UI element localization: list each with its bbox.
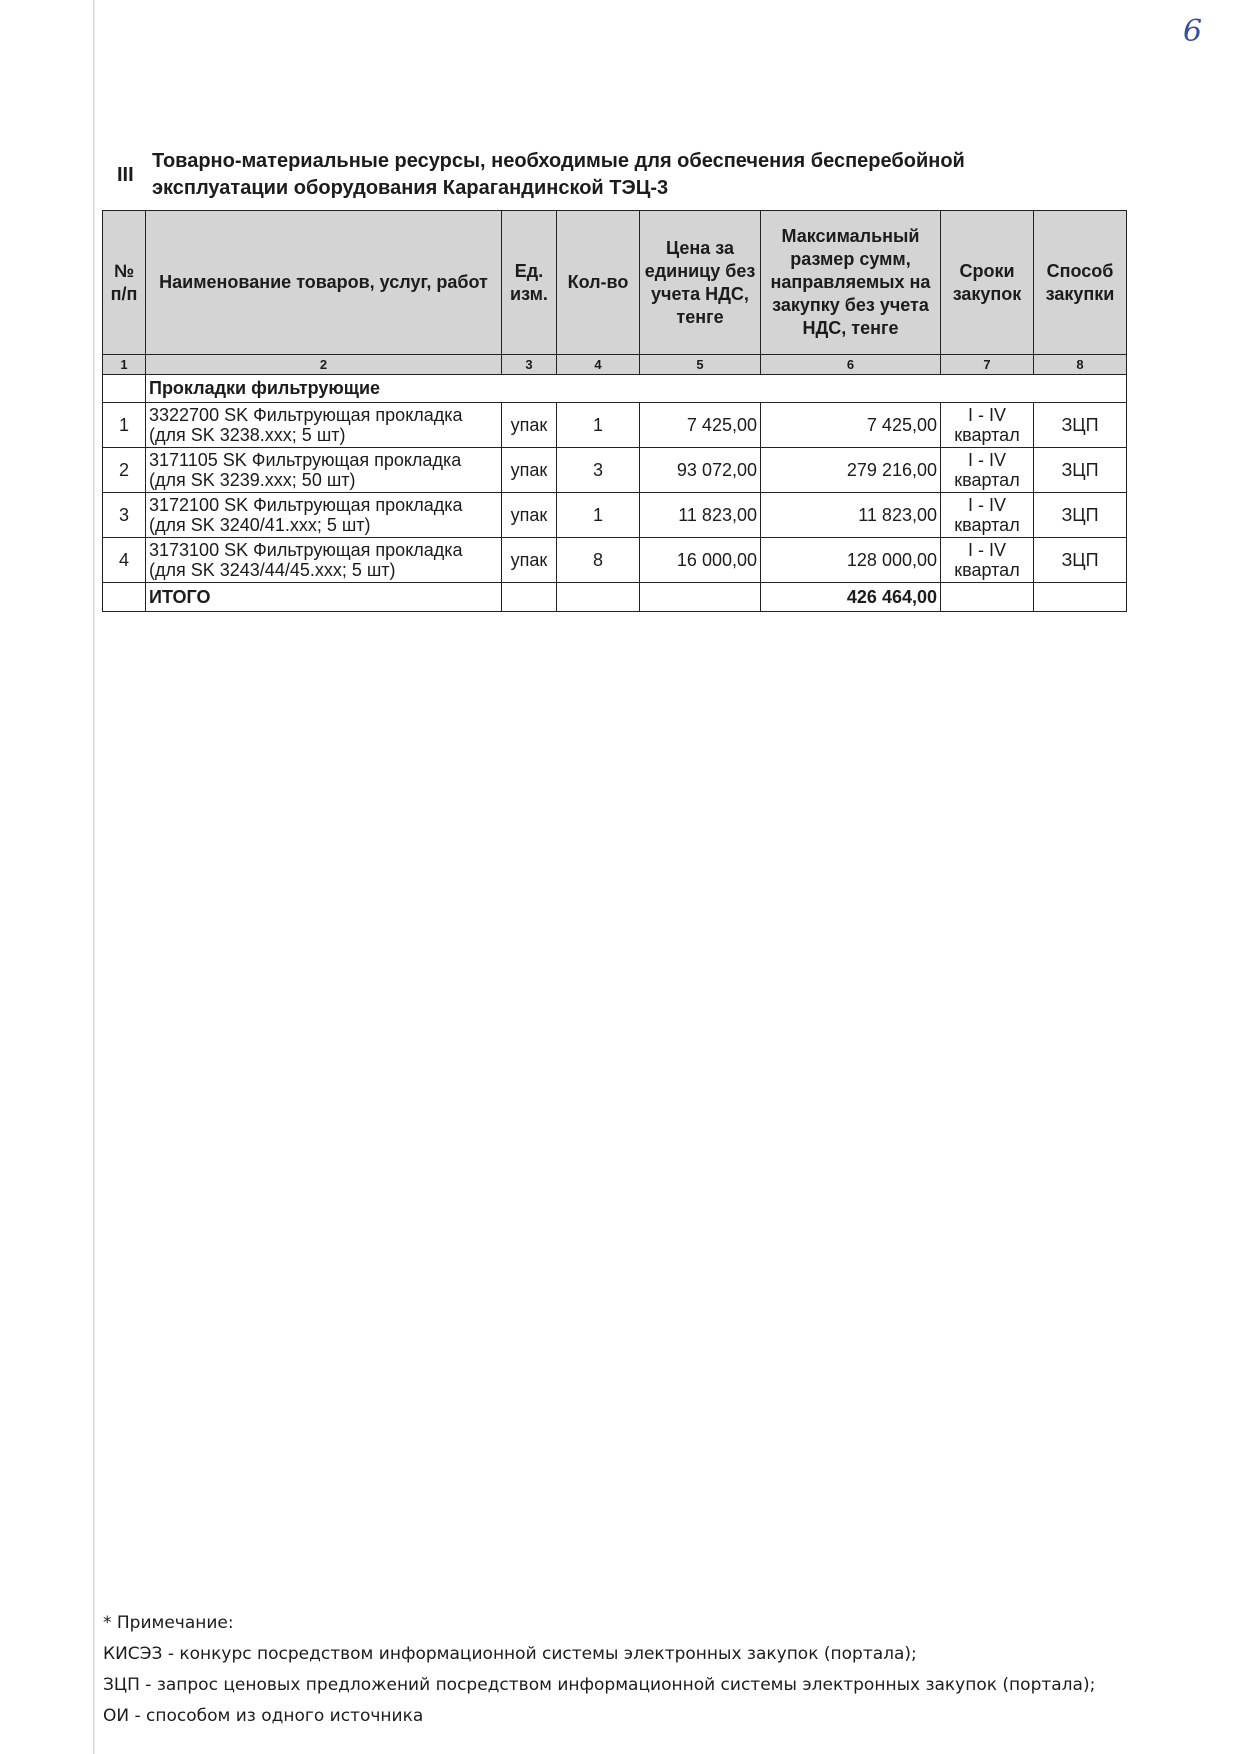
- header-name: Наименование товаров, услуг, работ: [146, 211, 502, 355]
- column-number: 3: [502, 355, 557, 375]
- header-num: № п/п: [103, 211, 146, 355]
- note-line: КИСЭЗ - конкурс посредством информационной системы электронных закупок (портала);: [103, 1644, 917, 1664]
- row-name: 3322700 SK Фильтрующая прокладка (для SK 3238.xxx; 5 шт): [146, 403, 502, 448]
- row-amount: 128 000,00: [761, 538, 941, 583]
- row-name: 3171105 SK Фильтрующая прокладка (для SK 3239.xxx; 50 шт): [146, 448, 502, 493]
- row-name: 3172100 SK Фильтрующая прокладка (для SK 3240/41.xxx; 5 шт): [146, 493, 502, 538]
- row-num: 1: [103, 403, 146, 448]
- row-period: I - IV квартал: [941, 538, 1034, 583]
- note-line: ЗЦП - запрос ценовых предложений посредством информационной системы электронных закупок (портала);: [103, 1675, 1096, 1695]
- row-method: ЗЦП: [1034, 493, 1127, 538]
- row-method: ЗЦП: [1034, 403, 1127, 448]
- table-row: [103, 403, 1127, 448]
- row-qty: 1: [557, 493, 640, 538]
- total-label: ИТОГО: [146, 583, 502, 612]
- header-amount: Максимальный размер сумм, направляемых на закупку без учета НДС, тенге: [761, 211, 941, 355]
- page-fold-edge: [93, 0, 95, 1754]
- column-number: 2: [146, 355, 502, 375]
- row-qty: 8: [557, 538, 640, 583]
- row-method: ЗЦП: [1034, 538, 1127, 583]
- row-amount: 7 425,00: [761, 403, 941, 448]
- table-row: [103, 538, 1127, 583]
- column-number: 6: [761, 355, 941, 375]
- row-method: ЗЦП: [1034, 448, 1127, 493]
- table-row: [103, 448, 1127, 493]
- row-amount: 11 823,00: [761, 493, 941, 538]
- header-method: Способ закупки: [1034, 211, 1127, 355]
- note-line: ОИ - способом из одного источника: [103, 1706, 424, 1726]
- notes-heading: * Примечание:: [103, 1613, 234, 1633]
- total-amount: 426 464,00: [761, 583, 941, 612]
- goods-table: [102, 210, 1127, 612]
- row-num: 2: [103, 448, 146, 493]
- total-row: [103, 583, 1127, 612]
- row-num: 4: [103, 538, 146, 583]
- header-qty: Кол-во: [557, 211, 640, 355]
- page-number: 6: [1183, 14, 1203, 49]
- row-price: 11 823,00: [640, 493, 761, 538]
- row-qty: 3: [557, 448, 640, 493]
- table-header-row: [103, 211, 1127, 355]
- header-unit: Ед. изм.: [502, 211, 557, 355]
- row-period: I - IV квартал: [941, 448, 1034, 493]
- row-period: I - IV квартал: [941, 403, 1034, 448]
- column-number: 5: [640, 355, 761, 375]
- row-qty: 1: [557, 403, 640, 448]
- row-price: 93 072,00: [640, 448, 761, 493]
- row-period: I - IV квартал: [941, 493, 1034, 538]
- row-unit: упак: [502, 493, 557, 538]
- row-unit: упак: [502, 538, 557, 583]
- row-unit: упак: [502, 403, 557, 448]
- section-title: Товарно-материальные ресурсы, необходимые для обеспечения бесперебойной эксплуатации оборудования Карагандинской ТЭЦ-3: [152, 150, 965, 199]
- column-number: 4: [557, 355, 640, 375]
- table-row: [103, 493, 1127, 538]
- group-title: Прокладки фильтрующие: [146, 375, 1127, 403]
- notes-block: [103, 1608, 1095, 1732]
- header-price: Цена за единицу без учета НДС, тенге: [640, 211, 761, 355]
- row-amount: 279 216,00: [761, 448, 941, 493]
- column-number: 8: [1034, 355, 1127, 375]
- row-price: 16 000,00: [640, 538, 761, 583]
- column-numbers-row: [103, 355, 1127, 375]
- row-name: 3173100 SK Фильтрующая прокладка (для SK 3243/44/45.xxx; 5 шт): [146, 538, 502, 583]
- row-unit: упак: [502, 448, 557, 493]
- section-number: III: [117, 164, 134, 186]
- group-row: [103, 375, 1127, 403]
- row-num: 3: [103, 493, 146, 538]
- column-number: 7: [941, 355, 1034, 375]
- row-price: 7 425,00: [640, 403, 761, 448]
- header-period: Сроки закупок: [941, 211, 1034, 355]
- column-number: 1: [103, 355, 146, 375]
